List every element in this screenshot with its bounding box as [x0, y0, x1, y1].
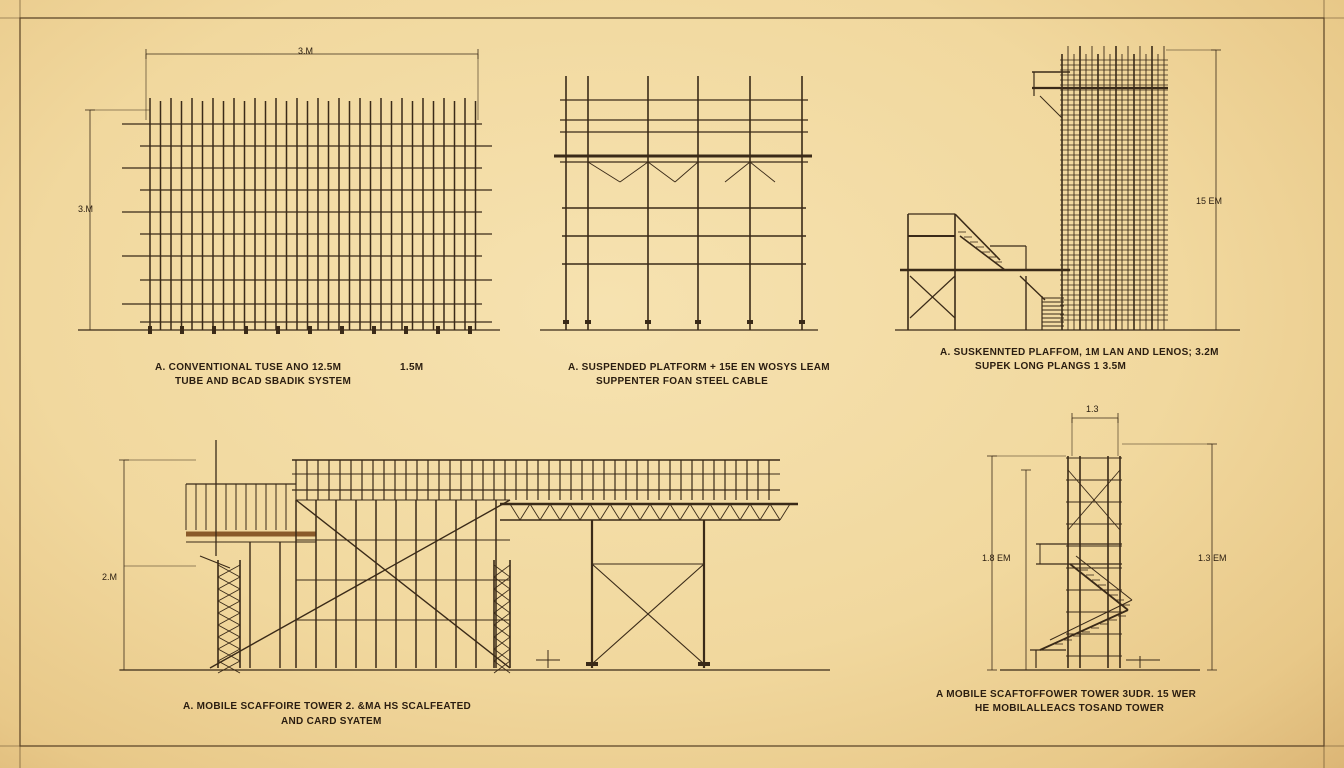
drawing-suspended-platform	[540, 76, 818, 330]
caption-mobile-small-line1: A MOBILE SCAFTOFFOWER TOWER 3UDR. 15 WER	[936, 689, 1197, 700]
drawing-small-mobile-tower	[987, 413, 1217, 670]
drawing-conventional-scaffold	[78, 49, 500, 334]
caption-mobile-large-line1: A. MOBILE SCAFFOIRE TOWER 2. &MA HS SCALFEATED	[183, 701, 472, 712]
caption-mobile-small-line2: HE MOBILALLEACS TOSAND TOWER	[975, 703, 1165, 714]
dim-right-tower: 15 EM	[1196, 196, 1223, 206]
caption-tower-line2: SUPEK LONG PLANGS 1 3.5M	[975, 361, 1127, 372]
caption-suspended-line1: A. SUSPENDED PLATFORM + 15E EN WOSYS LEAM	[568, 362, 830, 373]
drawing-tower-with-stair	[895, 46, 1240, 330]
drawing-mobile-scaffold-bridge	[119, 440, 830, 673]
caption-conventional-line2: TUBE AND BCAD SBADIK SYSTEM	[175, 376, 352, 387]
side-label-conventional: 1.5M	[400, 362, 424, 373]
dim-top-mobile-small: 1.3	[1086, 404, 1099, 414]
dim-top-conventional: 3.M	[298, 46, 314, 56]
caption-suspended-line2: SUPPENTER FOAN STEEL CABLE	[596, 376, 769, 387]
caption-conventional-line1: A. CONVENTIONAL TUSE ANO 12.5M	[155, 362, 342, 373]
caption-tower-line1: A. SUSKENNTED PLAFFOM, 1M LAN AND LENOS; 3.2M	[940, 347, 1219, 358]
caption-mobile-large-line2: AND CARD SYATEM	[281, 716, 382, 727]
dim-left-mobile-small: 1.8 EM	[982, 553, 1011, 563]
dim-left-conventional: 3.M	[78, 204, 94, 214]
dim-right-mobile-small: 1.3 EM	[1198, 553, 1227, 563]
dim-left-mobile-large: 2.M	[102, 572, 118, 582]
